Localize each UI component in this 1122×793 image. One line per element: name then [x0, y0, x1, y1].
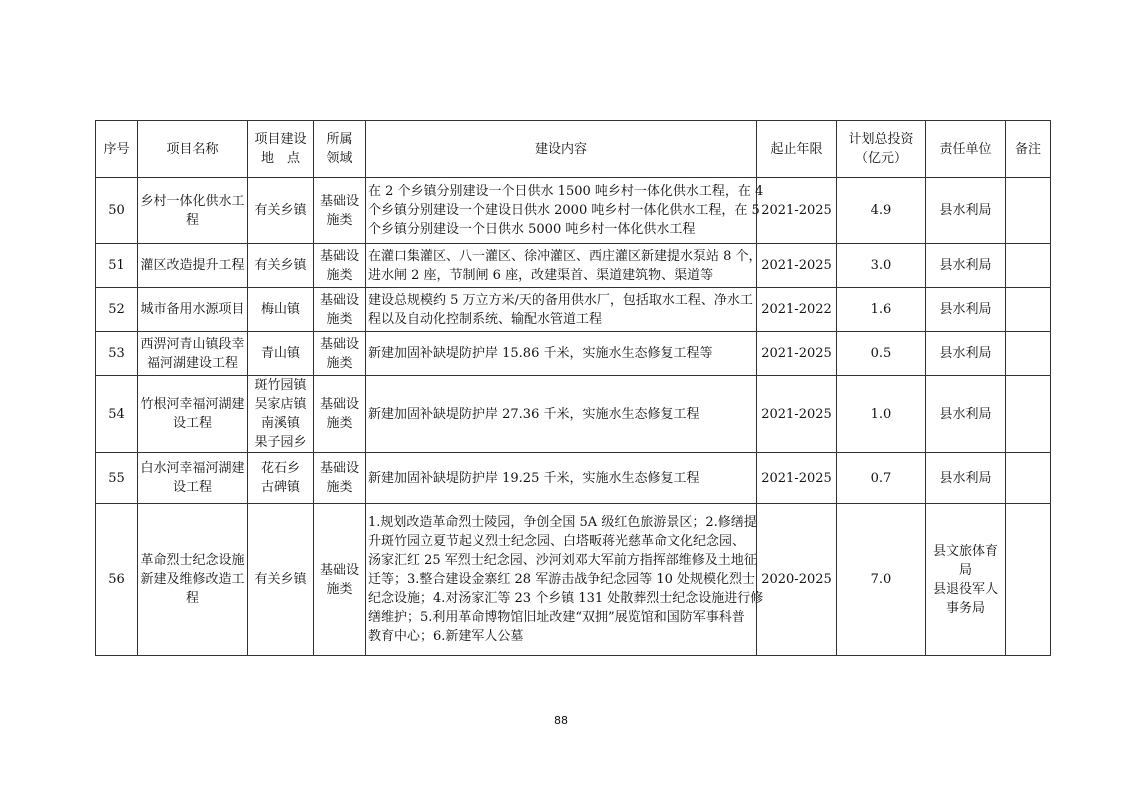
cell-location: [248, 288, 314, 332]
table-row: [96, 376, 1051, 453]
header-row: [96, 121, 1051, 178]
cell-name-line: 竹根河幸福河湖建: [140, 397, 245, 412]
cell-location-line: 古碑镇: [260, 480, 300, 495]
cell-content-line: 新建加固补缺堤防护岸 15.86 千米，实施水生态修复工程等: [368, 346, 713, 361]
cell-location-line: 斑竹园镇: [254, 378, 307, 393]
cell-field: [314, 453, 366, 504]
cell-content-line: 新建加固补缺堤防护岸 27.36 千米，实施水生态修复工程: [368, 406, 700, 422]
cell-name-line: 乡村一体化供水工: [140, 193, 245, 209]
cell-seq: 50: [96, 178, 138, 244]
cell-name: [138, 288, 248, 332]
cell-content-line: 纪念设施；4.对汤家汇等 23 个乡镇 131 处散葬烈士纪念设施进行修: [368, 591, 764, 606]
cell-seq: 52: [96, 288, 138, 332]
cell-location: [248, 332, 314, 376]
cell-content-line: 教育中心；6.新建军人公墓: [368, 629, 524, 644]
cell-location-line: 果子园乡: [254, 435, 307, 450]
cell-field: [314, 332, 366, 376]
cell-content-line: 程以及自动化控制系统、输配水管道工程: [368, 311, 603, 327]
table-row: [96, 453, 1051, 504]
cell-content-line: 在 2 个乡镇分别建设一个日供水 1500 吨乡村一体化供水工程，在 4: [368, 184, 764, 199]
cell-seq: 55: [96, 453, 138, 504]
cell-remark: [1006, 288, 1051, 332]
cell-unit-line: 县水利局: [939, 258, 992, 273]
cell-unit-line: 县退役军人: [932, 581, 998, 597]
cell-unit: [926, 288, 1006, 332]
cell-period: 2020-2025: [757, 504, 837, 656]
cell-field: [314, 376, 366, 453]
cell-content: [366, 178, 764, 244]
cell-unit-line: 县水利局: [939, 406, 992, 422]
cell-field-line: 基础设: [319, 397, 359, 412]
cell-field-line: 基础设: [319, 562, 359, 578]
cell-field: [314, 178, 366, 244]
cell-content-line: 汤家汇红 25 军烈士纪念园、沙河刘邓大军前方指挥部维修及土地征: [368, 553, 757, 568]
cell-location: [248, 178, 314, 244]
header-remark: 备注: [1006, 121, 1051, 178]
header-name: 项目名称: [138, 121, 248, 178]
cell-name-line: 设工程: [172, 480, 212, 495]
cell-remark: [1006, 453, 1051, 504]
cell-investment: 7.0: [837, 504, 926, 656]
cell-location-line: 南溪镇: [260, 416, 300, 431]
cell-field-line: 施类: [326, 581, 353, 597]
cell-location: [248, 244, 314, 288]
cell-location: [248, 504, 314, 656]
cell-content: [366, 376, 757, 453]
cell-location-line: 梅山镇: [260, 302, 300, 317]
cell-name: [138, 244, 248, 288]
cell-content: [366, 453, 757, 504]
cell-unit: [926, 332, 1006, 376]
cell-unit-line: 县水利局: [939, 470, 992, 486]
cell-seq: 56: [96, 504, 138, 656]
cell-name: [138, 453, 248, 504]
header-field: 所属 领域: [314, 121, 366, 178]
cell-field-line: 施类: [326, 480, 353, 495]
cell-period: 2021-2025: [757, 376, 837, 453]
header-seq: 序号: [96, 121, 138, 178]
cell-investment: 1.0: [837, 376, 926, 453]
cell-remark: [1006, 504, 1051, 656]
cell-name-line: 革命烈士纪念设施: [140, 553, 245, 568]
project-table: [95, 120, 1051, 656]
cell-field-line: 施类: [326, 416, 353, 431]
cell-field-line: 基础设: [319, 248, 359, 264]
cell-content-line: 进水闸 2 座，节制闸 6 座，改建渠首、渠道建筑物、渠道等: [368, 267, 714, 283]
cell-seq: 51: [96, 244, 138, 288]
cell-location: [248, 453, 314, 504]
header-unit: 责任单位: [926, 121, 1006, 178]
cell-content-line: 新建加固补缺堤防护岸 19.25 千米，实施水生态修复工程: [368, 470, 700, 486]
header-location: 项目建设 地 点: [248, 121, 314, 178]
cell-remark: [1006, 244, 1051, 288]
cell-investment: 3.0: [837, 244, 926, 288]
cell-name-line: 福河湖建设工程: [146, 355, 238, 371]
cell-name-line: 新建及维修改造工: [140, 572, 245, 587]
cell-content-line: 缮维护；5.利用革命博物馆旧址改建“双拥”展览馆和国防军事科普: [368, 610, 745, 625]
cell-content: [366, 288, 757, 332]
cell-investment: 0.7: [837, 453, 926, 504]
cell-content-line: 迁等；3.整合建设金寨红 28 军游击战争纪念园等 10 处规模化烈士: [368, 572, 756, 587]
cell-content-line: 个乡镇分别建设一个建设日供水 2000 吨乡村一体化供水工程，在 5: [368, 203, 760, 218]
cell-content-line: 建设总规模约 5 万立方米/天的备用供水厂，包括取水工程、净水工: [368, 292, 753, 308]
cell-field-line: 施类: [326, 267, 353, 283]
cell-location-line: 吴家店镇: [254, 397, 307, 412]
cell-field: [314, 288, 366, 332]
cell-content-line: 升斑竹园立夏节起义烈士纪念园、白塔畈蒋光慈革命文化纪念园、: [368, 534, 746, 549]
cell-seq: 54: [96, 376, 138, 453]
cell-unit-line: 事务局: [945, 600, 985, 616]
cell-field: [314, 244, 366, 288]
cell-location-line: 花石乡: [260, 461, 300, 476]
cell-name-line: 白水河幸福河湖建: [140, 461, 245, 476]
cell-content: [366, 244, 762, 288]
cell-unit-line: 县水利局: [939, 203, 992, 218]
cell-location-line: 有关乡镇: [254, 203, 307, 218]
cell-field-line: 施类: [326, 311, 353, 327]
cell-name: [138, 178, 248, 244]
cell-name-line: 程: [185, 591, 199, 606]
cell-name-line: 设工程: [172, 416, 212, 431]
cell-unit-line: 局: [958, 562, 972, 578]
table-row: [96, 178, 1051, 244]
cell-field-line: 施类: [326, 212, 353, 228]
cell-content: [366, 332, 757, 376]
cell-name: [138, 376, 248, 453]
cell-unit: [926, 453, 1006, 504]
cell-content: [366, 504, 764, 656]
cell-remark: [1006, 376, 1051, 453]
table-row: [96, 244, 1051, 288]
cell-field: [314, 504, 366, 656]
header-period: 起止年限: [757, 121, 837, 178]
cell-seq: 53: [96, 332, 138, 376]
cell-location-line: 青山镇: [260, 346, 300, 361]
cell-field-line: 基础设: [319, 193, 359, 209]
cell-investment: 1.6: [837, 288, 926, 332]
header-content: 建设内容: [366, 121, 757, 178]
cell-location-line: 有关乡镇: [254, 572, 307, 587]
cell-investment: 4.9: [837, 178, 926, 244]
cell-period: 2021-2025: [757, 332, 837, 376]
cell-content-line: 在灌口集灌区、八一灌区、徐冲灌区、西庄灌区新建提水泵站 8 个，: [368, 248, 762, 264]
cell-unit: [926, 504, 1006, 656]
cell-unit-line: 县文旅体育: [932, 543, 998, 559]
cell-name-line: 城市备用水源项目: [140, 302, 245, 317]
cell-period: 2021-2025: [757, 244, 837, 288]
cell-field-line: 基础设: [319, 336, 359, 352]
header-investment: 计划总投资 （亿元）: [837, 121, 926, 178]
cell-location: [248, 376, 314, 453]
cell-field-line: 基础设: [319, 461, 359, 476]
cell-period: 2021-2025: [757, 453, 837, 504]
table-row: [96, 332, 1051, 376]
cell-unit-line: 县水利局: [939, 302, 992, 317]
cell-unit: [926, 244, 1006, 288]
cell-field-line: 施类: [326, 355, 353, 371]
page-number: 88: [554, 714, 568, 727]
table-body: [96, 178, 1051, 656]
table-row: [96, 288, 1051, 332]
cell-investment: 0.5: [837, 332, 926, 376]
cell-unit: [926, 178, 1006, 244]
cell-remark: [1006, 332, 1051, 376]
cell-period: 2021-2022: [757, 288, 837, 332]
cell-remark: [1006, 178, 1051, 244]
cell-unit: [926, 376, 1006, 453]
cell-name: [138, 504, 248, 656]
cell-name: [138, 332, 248, 376]
table-row: [96, 504, 1051, 656]
cell-unit-line: 县水利局: [939, 346, 992, 361]
cell-content-line: 个乡镇分别建设一个日供水 5000 吨乡村一体化供水工程: [368, 222, 696, 237]
cell-field-line: 基础设: [319, 292, 359, 308]
cell-name-line: 西淠河青山镇段幸: [140, 336, 245, 352]
cell-location-line: 有关乡镇: [254, 258, 307, 273]
cell-content-line: 1.规划改造革命烈士陵园，争创全国 5A 级红色旅游景区；2.修缮提: [368, 515, 757, 530]
cell-name-line: 程: [185, 212, 199, 228]
cell-period: 2021-2025: [757, 178, 837, 244]
cell-name-line: 灌区改造提升工程: [140, 258, 245, 273]
